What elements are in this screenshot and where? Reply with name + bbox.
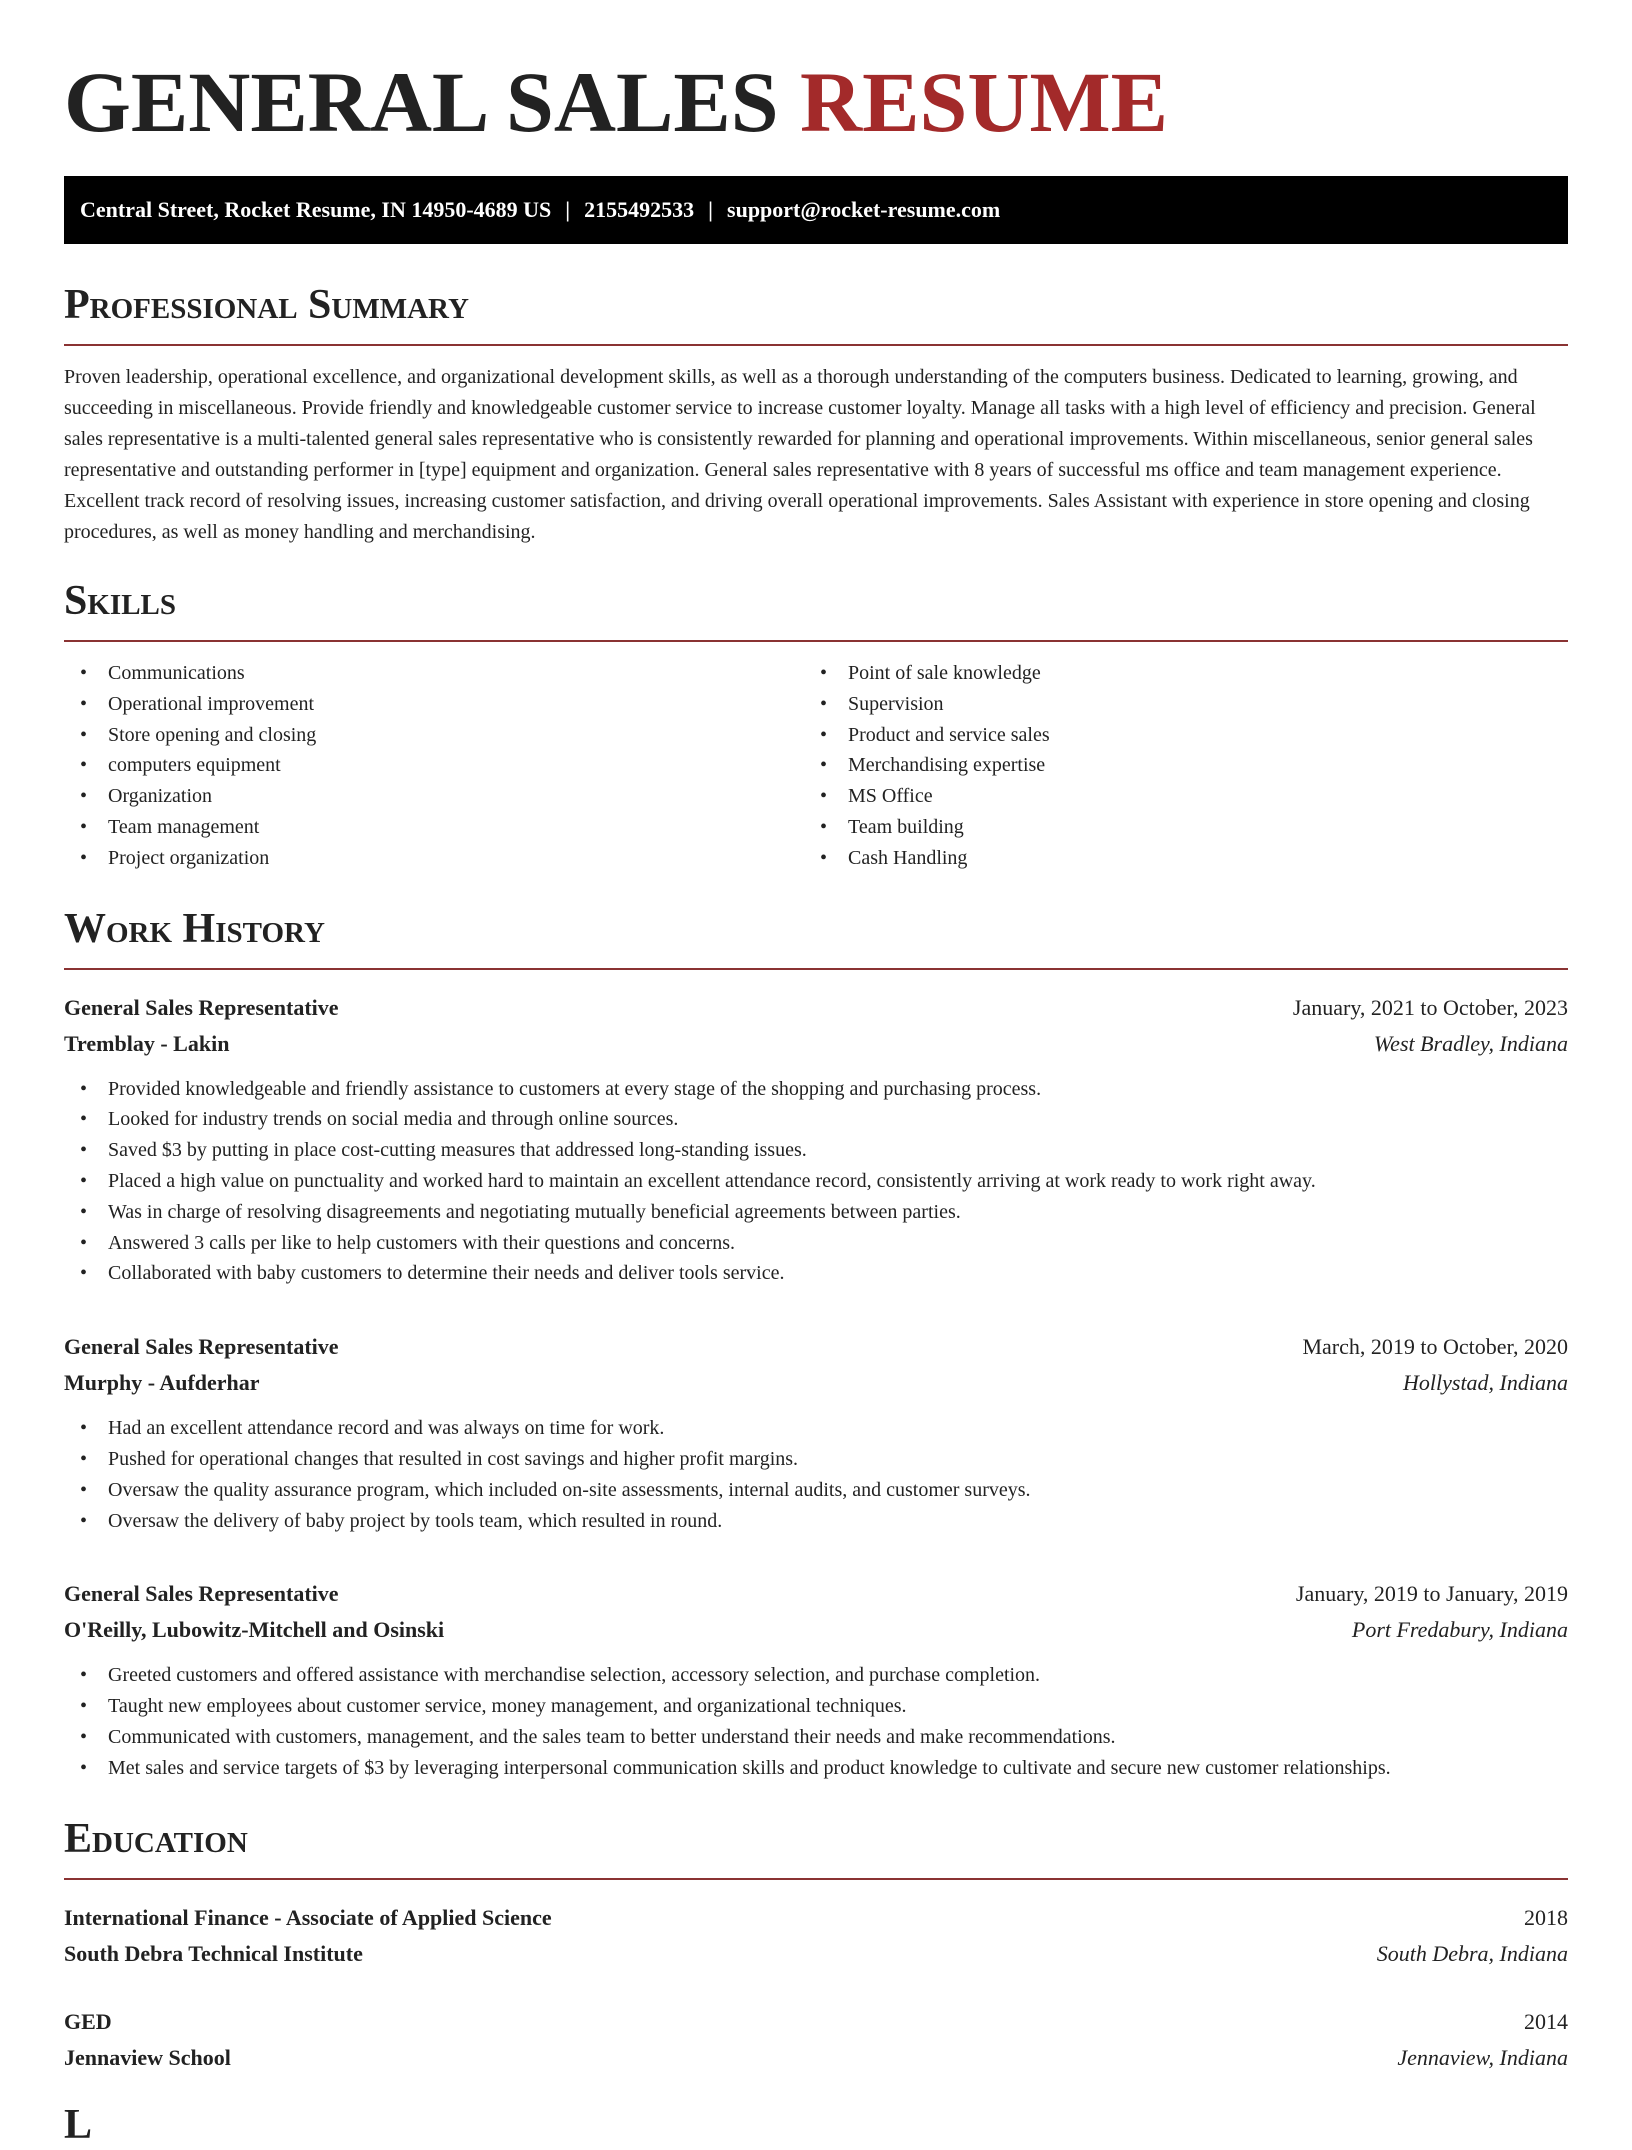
contact-bar: [64, 176, 1568, 244]
job-header-row: [64, 1329, 1568, 1365]
summary-section: [64, 280, 1568, 548]
contact-separator: |: [565, 197, 571, 222]
job-location: Port Fredabury, Indiana: [1351, 1617, 1568, 1643]
job-company: O'Reilly, Lubowitz-Mitchell and Osinski: [64, 1617, 445, 1643]
job-entry: [64, 990, 1568, 1290]
job-duties-list: [64, 1074, 1568, 1290]
education-location: South Debra, Indiana: [1376, 1940, 1568, 1966]
skill-item: • Project organization: [64, 843, 804, 874]
job-title: General Sales Representative: [64, 1334, 339, 1360]
section-divider: [64, 968, 1568, 970]
section-divider: [64, 1878, 1568, 1880]
summary-text: Proven leadership, operational excellence, and organizational development skills, as well as a thorough understanding of the computers business. Dedicated to learning, growing, and succeeding in miscellaneous. Provide friendly and knowledgeable customer service to increase customer loyalty. Manage all tasks with a high level of efficiency and precision. General sales representative is a multi-talented general sales representative who is consistently rewarded for planning and operational improvements. Within miscellaneous, senior general sales representative and outstanding performer in [type] equipment and organization. General sales representative with 8 years of successful ms office and team management experience. Excellent track record of resolving issues, increasing customer satisfaction, and driving overall operational improvements. Sales Assistant with experience in store opening and closing procedures, as well as money handling and merchandising.: [64, 366, 1536, 543]
skill-item: • computers equipment: [64, 750, 804, 781]
skill-item: • Team management: [64, 812, 804, 843]
job-header-row: [64, 1576, 1568, 1612]
education-year: 2018: [1524, 1904, 1568, 1930]
job-duty: • Taught new employees about customer service, money management, and organizational techniques.: [64, 1691, 1568, 1722]
resume-title: [64, 0, 1568, 152]
work-history-section: [64, 904, 1568, 1784]
education-entry: [64, 2004, 1568, 2076]
job-company-row: [64, 1026, 1568, 1062]
skill-item: • Merchandising expertise: [804, 750, 1544, 781]
job-dates: March, 2019 to October, 2020: [1302, 1334, 1568, 1360]
section-heading-skills: Skills: [64, 578, 177, 624]
job-duty: • Collaborated with baby customers to determine their needs and deliver tools service.: [64, 1258, 1568, 1289]
contact-email[interactable]: support@rocket-resume.com: [727, 197, 1001, 222]
contact-separator: |: [708, 197, 714, 222]
skills-list-left: [64, 658, 804, 874]
job-entry: [64, 1329, 1568, 1536]
job-dates: January, 2019 to January, 2019: [1295, 1581, 1568, 1607]
education-section: [64, 1814, 1568, 2076]
contact-phone[interactable]: 2155492533: [584, 197, 695, 222]
education-school: Jennaview School: [64, 2044, 231, 2070]
education-degree: GED: [64, 2008, 112, 2034]
resume-page: [64, 0, 1568, 2150]
section-divider: [64, 640, 1568, 642]
education-location: Jennaview, Indiana: [1397, 2044, 1568, 2070]
job-duty: • Answered 3 calls per like to help customers with their questions and concerns.: [64, 1228, 1568, 1259]
job-duty: • Greeted customers and offered assistance with merchandise selection, accessory selection, and purchase completion.: [64, 1660, 1568, 1691]
job-duties-list: [64, 1413, 1568, 1536]
job-header-row: [64, 990, 1568, 1026]
section-heading-work-history: Work History: [64, 905, 325, 952]
skill-item: • Organization: [64, 781, 804, 812]
job-duty: • Placed a high value on punctuality and worked hard to maintain an excellent attendance record, consistently arriving at work ready to work right away.: [64, 1166, 1568, 1197]
job-company-row: [64, 1612, 1568, 1648]
job-duty: • Had an excellent attendance record and was always on time for work.: [64, 1413, 1568, 1444]
education-school: South Debra Technical Institute: [64, 1940, 363, 1966]
job-title: General Sales Representative: [64, 994, 339, 1020]
education-year: 2014: [1524, 2008, 1568, 2034]
skill-item: • Product and service sales: [804, 720, 1544, 751]
skills-list-right: [804, 658, 1544, 874]
education-degree-row: [64, 1900, 1568, 1936]
contact-address: Central Street, Rocket Resume, IN 14950-4689 US: [80, 197, 552, 222]
education-entry: [64, 1900, 1568, 1972]
skill-item: • Point of sale knowledge: [804, 658, 1544, 689]
job-duty: • Oversaw the quality assurance program, which included on-site assessments, internal audits, and customer surveys.: [64, 1475, 1568, 1506]
skill-item: • MS Office: [804, 781, 1544, 812]
job-company: Murphy - Aufderhar: [64, 1370, 260, 1396]
section-divider: [64, 344, 1568, 346]
skill-item: • Communications: [64, 658, 804, 689]
job-location: West Bradley, Indiana: [1373, 1030, 1568, 1056]
job-dates: January, 2021 to October, 2023: [1292, 994, 1568, 1020]
education-school-row: [64, 2040, 1568, 2076]
job-duty: • Communicated with customers, management, and the sales team to better understand their needs and make recommendations.: [64, 1722, 1568, 1753]
job-duty: • Met sales and service targets of $3 by leveraging interpersonal communication skills and product knowledge to cultivate and secure new customer relationships.: [64, 1753, 1568, 1784]
skills-columns: [64, 658, 1568, 874]
skill-item: • Store opening and closing: [64, 720, 804, 751]
education-degree: International Finance - Associate of Applied Science: [64, 1904, 552, 1930]
job-location: Hollystad, Indiana: [1403, 1370, 1568, 1396]
education-school-row: [64, 1936, 1568, 1972]
job-duty: • Saved $3 by putting in place cost-cutting measures that addressed long-standing issues.: [64, 1135, 1568, 1166]
job-title: General Sales Representative: [64, 1581, 339, 1607]
title-accent: RESUME: [800, 54, 1168, 150]
job-duty: • Pushed for operational changes that resulted in cost savings and higher profit margins.: [64, 1444, 1568, 1475]
skill-item: • Operational improvement: [64, 689, 804, 720]
job-duty: • Looked for industry trends on social media and through online sources.: [64, 1104, 1568, 1135]
skills-column-left: [64, 658, 804, 874]
skill-item: • Team building: [804, 812, 1544, 843]
section-heading-cutoff: L: [64, 2101, 93, 2148]
skill-item: • Cash Handling: [804, 843, 1544, 874]
section-heading-summary: Professional Summary: [64, 282, 469, 328]
section-heading-education: Education: [64, 1815, 248, 1862]
skill-item: • Supervision: [804, 689, 1544, 720]
education-degree-row: [64, 2004, 1568, 2040]
title-main: GENERAL SALES: [64, 54, 779, 150]
job-company: Tremblay - Lakin: [64, 1030, 230, 1056]
job-entry: [64, 1576, 1568, 1783]
job-duty: • Was in charge of resolving disagreements and negotiating mutually beneficial agreements between parties.: [64, 1197, 1568, 1228]
job-company-row: [64, 1365, 1568, 1401]
job-duty: • Oversaw the delivery of baby project by tools team, which resulted in round.: [64, 1506, 1568, 1537]
skills-section: [64, 576, 1568, 874]
job-duty: • Provided knowledgeable and friendly assistance to customers at every stage of the shopping and purchasing process.: [64, 1074, 1568, 1105]
skills-column-right: [804, 658, 1544, 874]
job-duties-list: [64, 1660, 1568, 1783]
